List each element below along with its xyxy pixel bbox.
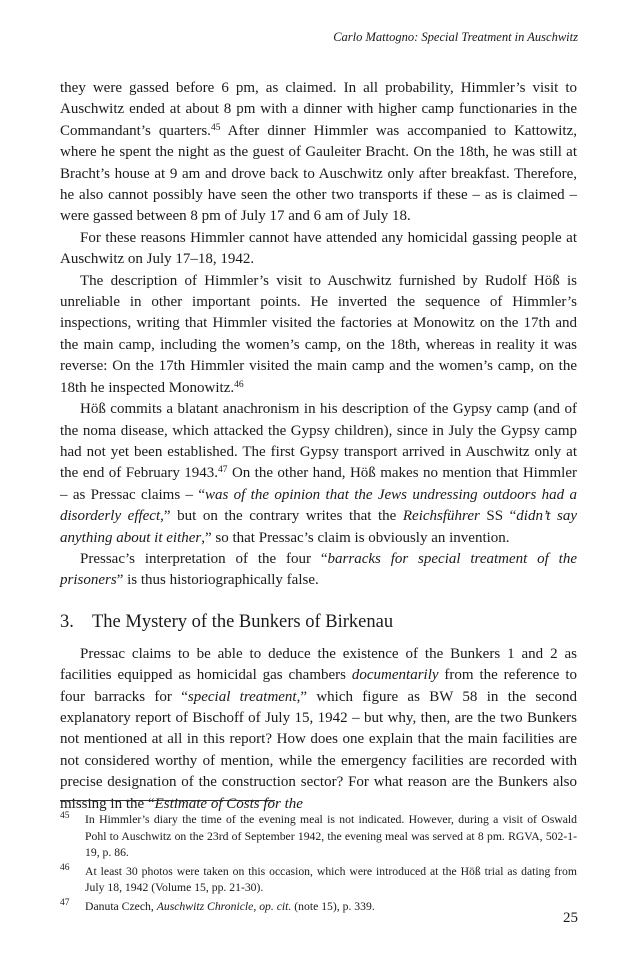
p1-text-a: they were gassed before 6 pm, as claimed. In all probability, Himmler’s visit to Auschwitz ended at about 8 pm with a dinner with higher camp functionaries in the Commandant’s quarters. (60, 80, 577, 139)
p5-text-b: ” is thus historiographically false. (116, 572, 319, 589)
p6-text-c: ,” which figure as BW 58 in the second explanatory report of Bischoff of July 15, 1942 – but why, then, are the two Bunkers not mentioned at all in this report? How does one explain that the main facilities are not considered worthy of mention, while the emergency facilities are recorded with precise designation of the construction sector? For what reason are the Bunkers also missing in the “ (60, 688, 577, 812)
footnote-ref-45[interactable]: 45 (210, 122, 221, 133)
footnote-text-post: (note 15), p. 339. (291, 899, 375, 913)
section-title: The Mystery of the Bunkers of Birkenau (92, 611, 394, 632)
footnote-source-title: Auschwitz Chronicle, op. cit. (156, 899, 292, 913)
p6-text-a: Pressac claims to be able to deduce the existence of the Bunkers 1 and 2 as facilities equipped as homicidal gas chambers (60, 645, 577, 684)
paragraph-1 (60, 78, 577, 228)
p5-text-a: Pressac’s interpretation of the four “ (80, 550, 328, 567)
footnote-47 (60, 899, 577, 916)
footnote-46 (60, 864, 577, 897)
paragraph-6 (60, 644, 577, 815)
footnote-ref-47[interactable]: 47 (218, 465, 228, 476)
p6-text-b: from the reference to four barracks for “ (60, 667, 577, 705)
footnote-number: 45 (60, 811, 70, 821)
p6-italic-documentarily: documentarily (351, 667, 439, 684)
paragraph-4 (60, 399, 577, 549)
p6-italic-estimate: Estimate of Costs for the (154, 795, 303, 812)
body-text (60, 78, 577, 815)
p6-italic-special-treatment: special treatment (187, 688, 297, 705)
footnote-number: 47 (60, 897, 70, 908)
running-head: Carlo Mattogno: Special Treatment in Auschwitz (333, 30, 578, 44)
p5-quote: barracks for special treatment of the prisoners (60, 550, 578, 589)
paragraph-5 (60, 549, 577, 592)
p4-text-b: On the other hand, Höß makes no mention that Himmler – as Pressac claims – “ (60, 465, 577, 503)
section-number: 3. (60, 611, 74, 632)
footnote-number: 46 (60, 862, 70, 873)
footnote-45 (60, 812, 577, 862)
paragraph-3 (60, 271, 577, 399)
footnote-ref-46[interactable]: 46 (234, 379, 244, 390)
p3-text-a: The description of Himmler’s visit to Auschwitz furnished by Rudolf Höß is unreliable in other important points. He inverted the sequence of Himmler’s inspections, writing that Himmler visited the factories at Monowitz on the 17th and the main camp, including the women’s camp, on the 18th, whereas in reality it was reverse: On the 17th Himmler visited the main camp and the women’s camp, on the 18th he inspected Monowitz. (60, 272, 577, 396)
p4-text-c: ,” but on the contrary writes that the (160, 508, 403, 525)
p4-quote-1: was of the opinion that the Jews undressing outdoors had a disorderly effect (60, 486, 577, 525)
p1-text-b: After dinner Himmler was accompanied to Kattowitz, where he spent the night as the guest of Gauleiter Bracht. On the 18th, he was still at Bracht’s house at 9 am and drove back to Auschwitz only after breakfast. Therefore, he also cannot possibly have seen the other two transports if these – as is claimed – were gassed between 8 pm of July 17 and 6 am of July 18. (60, 122, 577, 225)
footnote-text: At least 30 photos were taken on this occasion, which were introduced at the Höß trial as dating from July 18, 1942 (Volume 15, pp. 21-30). (85, 864, 577, 894)
footnotes (60, 812, 577, 917)
p4-term-reichsfuehrer: Reichsführer (402, 508, 480, 525)
footnote-rule (60, 800, 275, 801)
p4-text-d: SS “ (479, 508, 517, 525)
p4-quote-2: didn’t say anything about it either (60, 508, 577, 546)
p4-text-e: ,” so that Pressac’s claim is obviously an invention. (201, 529, 510, 546)
page-number: 25 (563, 910, 578, 926)
footnote-text: In Himmler’s diary the time of the evening meal is not indicated. However, during a visit of Oswald Pohl to Auschwitz on the 23rd of September 1942, the evening meal was served at 8 pm. RGVA, 502-1-19, p. 86. (85, 813, 577, 859)
p4-text-a: Höß commits a blatant anachronism in his description of the Gypsy camp (and of the noma disease, which attacked the Gypsy children), since in July the Gypsy camp had not yet been established. The first Gypsy transport arrived in Auschwitz only at the end of February 1943. (60, 401, 577, 482)
footnote-text-pre: Danuta Czech, (85, 899, 157, 913)
section-heading (60, 610, 577, 634)
paragraph-2: For these reasons Himmler cannot have attended any homicidal gassing people at Auschwitz on July 17–18, 1942. (60, 229, 577, 268)
